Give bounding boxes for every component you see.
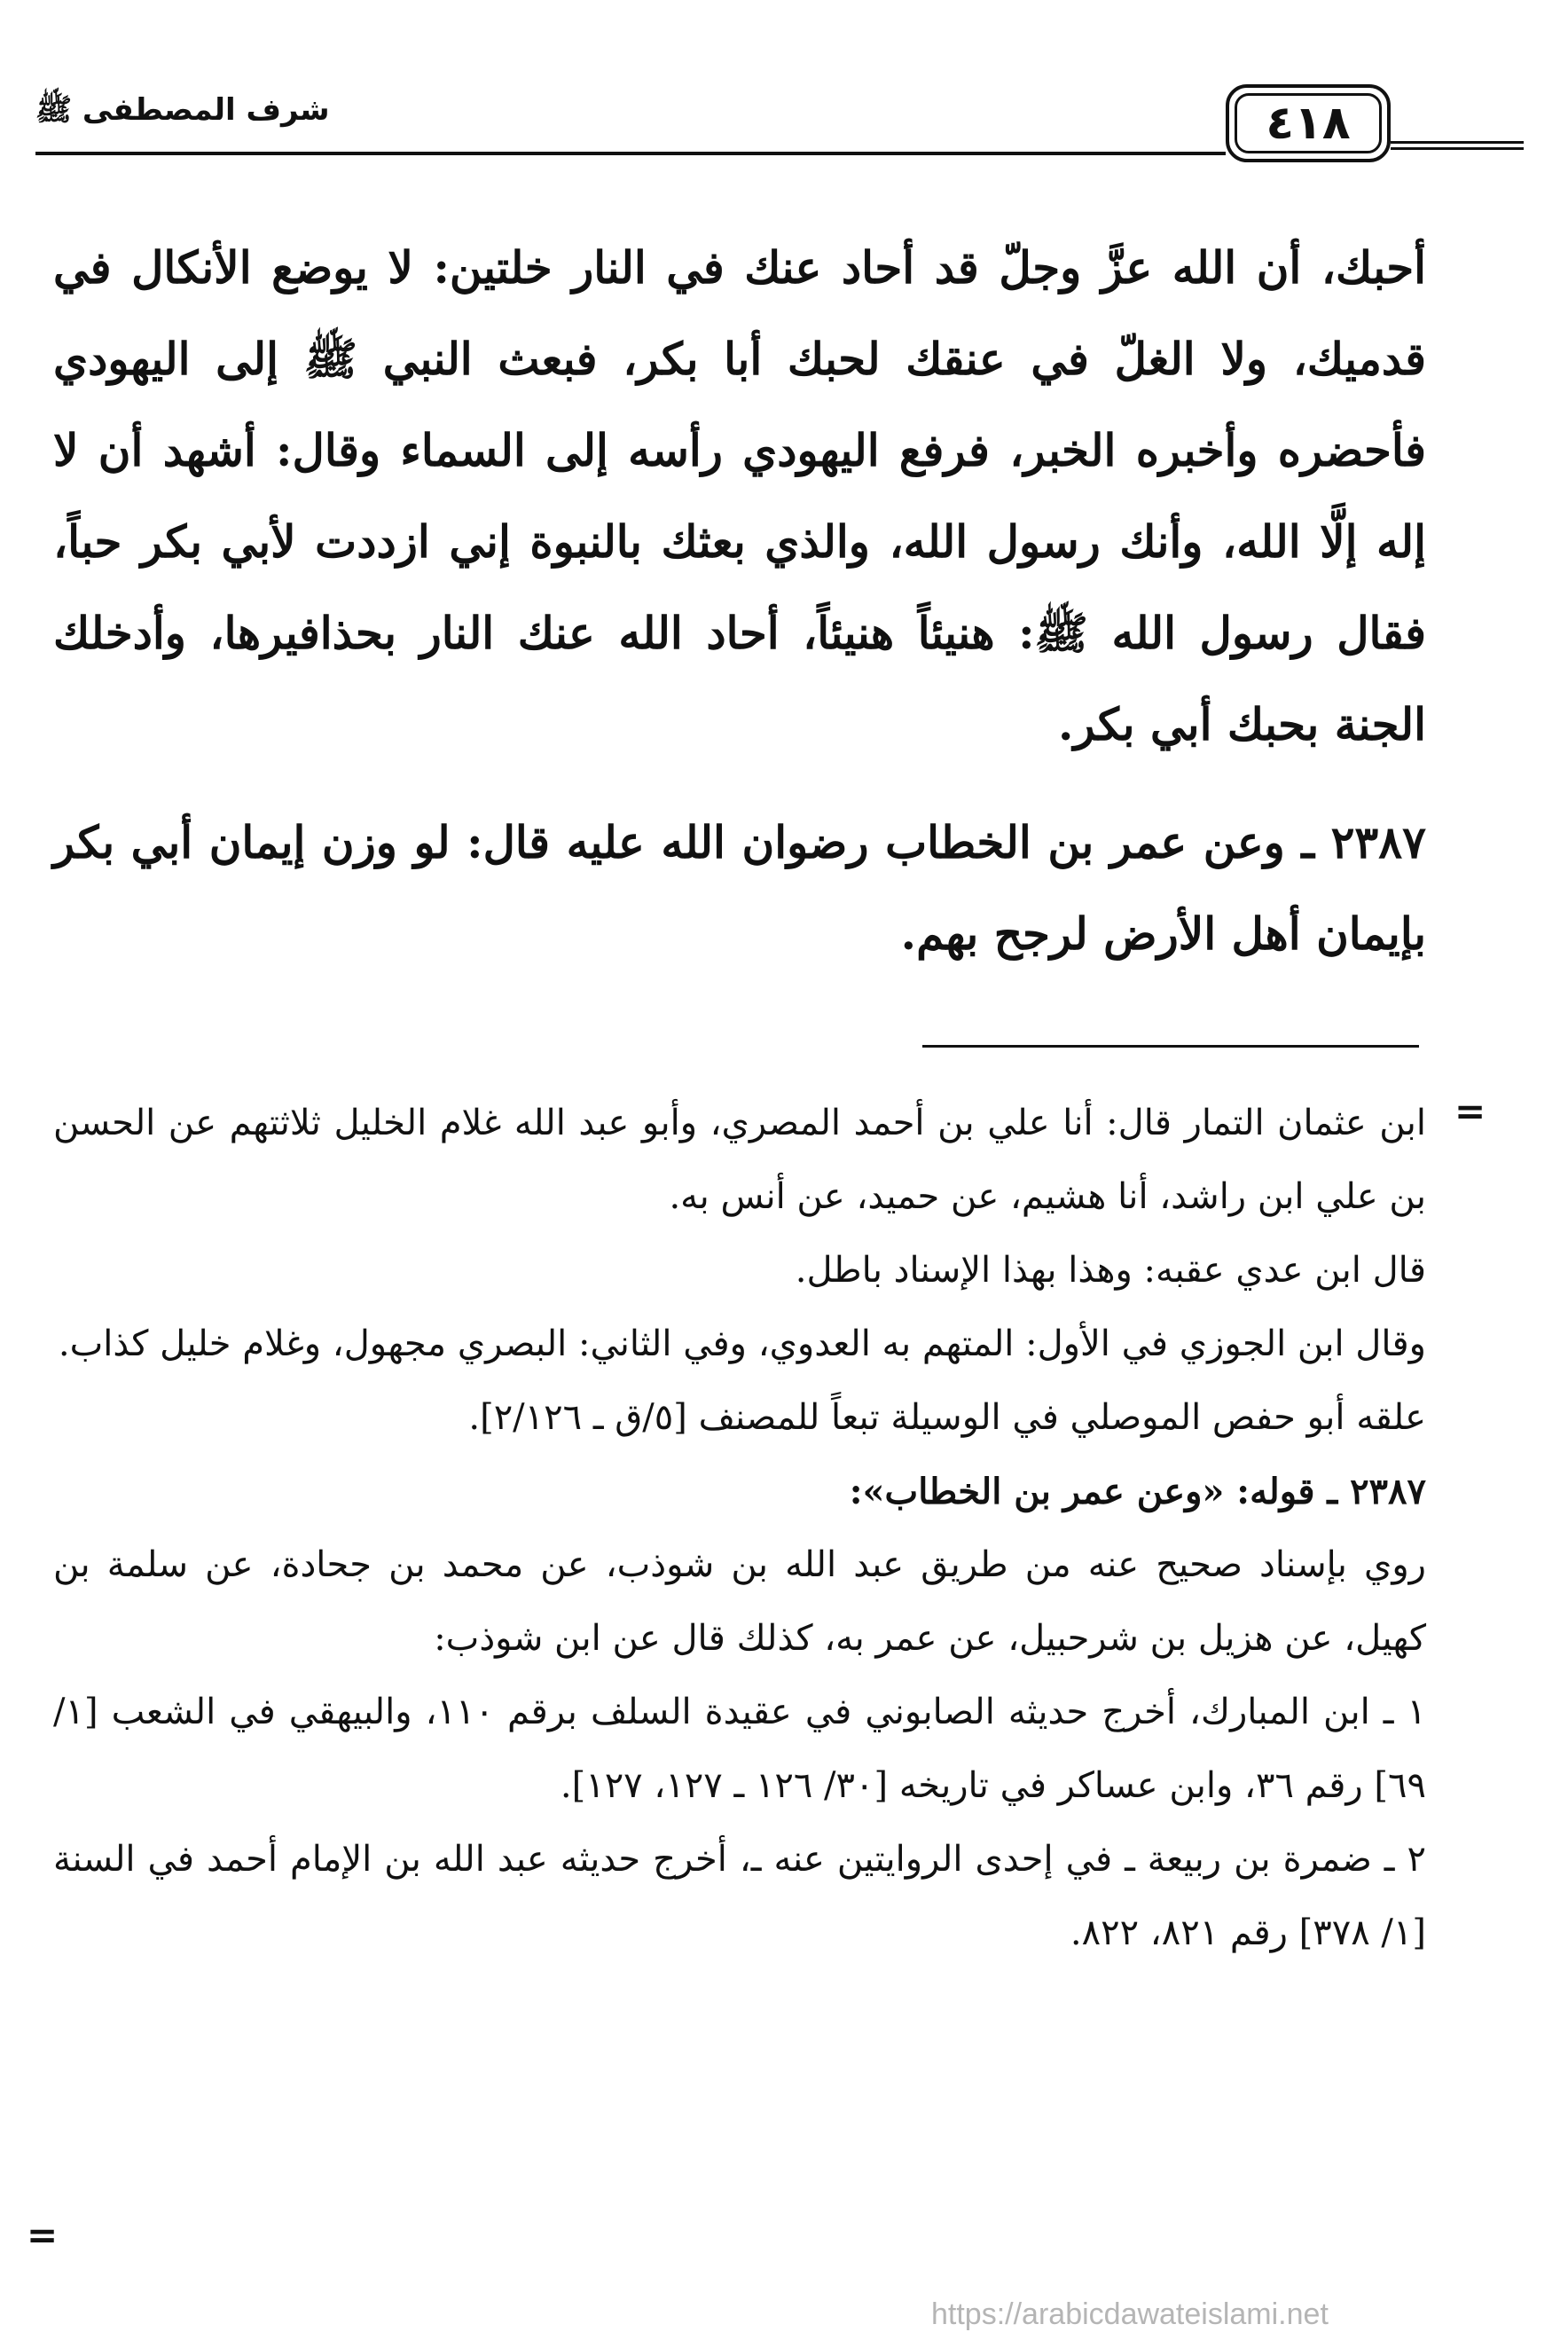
footnote-line: قال ابن عدي عقبه: وهذا بهذا الإسناد باطل. [795, 1250, 1426, 1291]
header-rule [35, 152, 1226, 155]
continuation-mark-top: = [1454, 1089, 1486, 1133]
footnote-line: ابن عثمان التمار قال: أنا علي بن أحمد المصري، وأبو عبد الله غلام الخليل ثلاثتهم عن الحسن بن علي ابن راشد، أنا هشيم، عن حميد، عن أنس به. [53, 1103, 1426, 1217]
footnote-heading: ٢٣٨٧ ـ قوله: «وعن عمر بن الخطاب»: [849, 1471, 1426, 1512]
watermark: https://arabicdawateislami.net [931, 2297, 1329, 2331]
book-title: شرف المصطفى ﷺ [35, 92, 330, 128]
page-header [0, 84, 1568, 182]
footnotes [53, 1087, 1426, 1970]
main-paragraph: أحبك، أن الله عزَّ وجلّ قد أحاد عنك في النار خلتين: لا يوضع الأنكال في قدميك، ولا الغلّ في عنقك لحبك أبا بكر، فبعث النبي ﷺ إلى اليهودي فأحضره وأخبره الخبر، فرفع اليهودي رأسه إلى السماء وقال: أشهد أن لا إله إلَّا الله، وأنك رسول الله، والذي بعثك بالنبوة إني ازددت لأبي بكر حباً، فقال رسول الله ﷺ: هنيئاً هنيئاً، أحاد الله عنك النار بحذافيرها، وأدخلك الجنة بحبك أبي بكر. [53, 241, 1426, 750]
header-rule-right [1391, 141, 1524, 150]
page-number-frame [1226, 84, 1391, 162]
footnote-line: وقال ابن الجوزي في الأول: المتهم به العدوي، وفي الثاني: البصري مجهول، وغلام خليل كذاب. [58, 1323, 1426, 1364]
footnote-item: ٢ ـ ضمرة بن ربيعة ـ في إحدى الروايتين عنه ـ، أخرج حديثه عبد الله بن الإمام أحمد في السنة [١/ ٣٧٨] رقم ٨٢١، ٨٢٢. [53, 1839, 1426, 1953]
main-text [53, 222, 1426, 979]
hadith-2387: ٢٣٨٧ ـ وعن عمر بن الخطاب رضوان الله عليه قال: لو وزن إيمان أبي بكر بإيمان أهل الأرض لرجح بهم. [53, 816, 1426, 960]
footnote-line: روي بإسناد صحيح عنه من طريق عبد الله بن شوذب، عن محمد بن جحادة، عن سلمة بن كهيل، عن هزيل بن شرحبيل، عن عمر به، كذلك قال عن ابن شوذب: [53, 1544, 1426, 1659]
page-number: ٤١٨ [1235, 93, 1382, 153]
footnote-line: علقه أبو حفص الموصلي في الوسيلة تبعاً للمصنف [٥/ق ـ ٢/١٢٦]. [468, 1397, 1426, 1438]
footnote-item: ١ ـ ابن المبارك، أخرج حديثه الصابوني في عقيدة السلف برقم ١١٠، والبيهقي في الشعب [١/ ٦٩] رقم ٣٦، وابن عساكر في تاريخه [٣٠/ ١٢٦ ـ ١٢٧، ١٢٧]. [53, 1692, 1426, 1806]
footnote-separator [922, 1045, 1419, 1048]
continuation-mark-bottom: = [27, 2213, 59, 2257]
